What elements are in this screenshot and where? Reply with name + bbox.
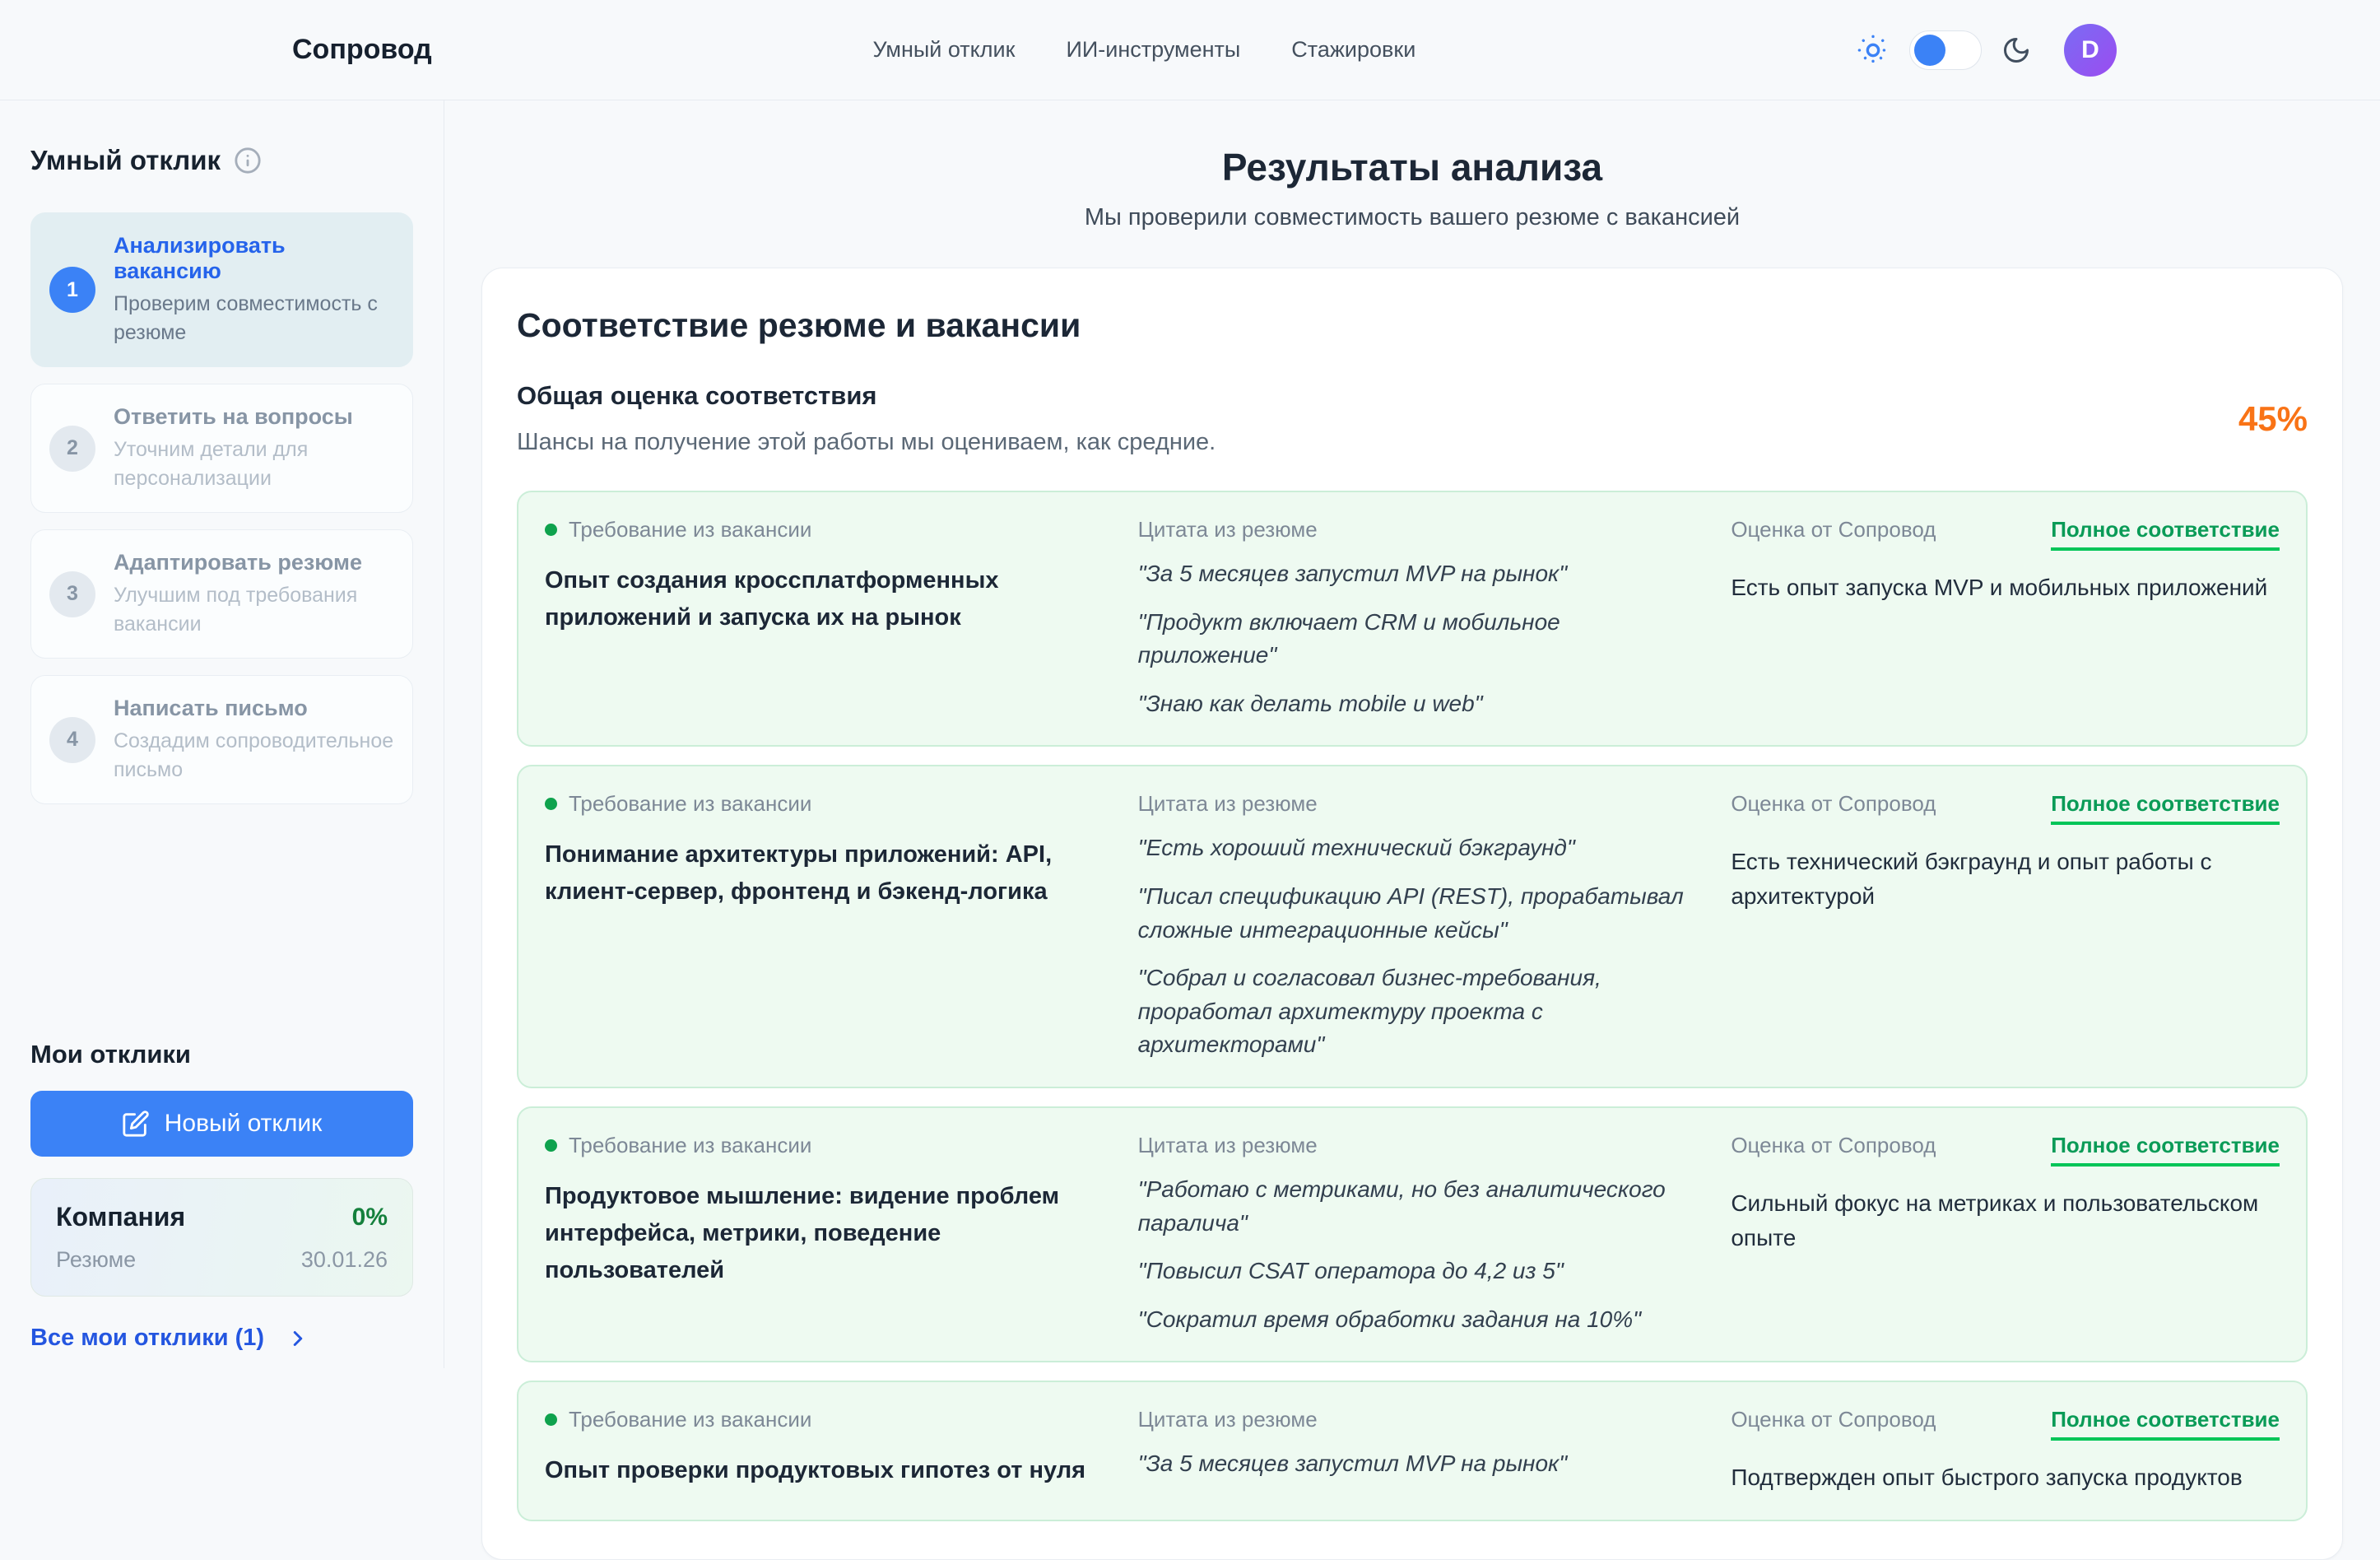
requirement-label: Требование из вакансии: [569, 1132, 812, 1157]
step-number-badge: 2: [49, 426, 95, 472]
step-title: Адаптировать резюме: [114, 550, 362, 575]
green-dot-icon: [545, 1413, 557, 1426]
resume-quote: "Знаю как делать mobile и web": [1137, 690, 1483, 716]
green-dot-icon: [545, 1139, 557, 1152]
requirement-row: [517, 765, 2308, 1088]
step-number-badge: 4: [49, 717, 95, 763]
assessment-label: Оценка от Сопровод: [1731, 517, 1936, 542]
requirement-row: [517, 1381, 2308, 1521]
response-percent: 0%: [351, 1203, 388, 1231]
sidebar: [0, 100, 444, 1368]
step-title: Анализировать вакансию: [114, 233, 286, 283]
assessment-text: Есть опыт запуска MVP и мобильных приложений: [1731, 575, 2268, 600]
step-number-badge: 1: [49, 267, 95, 313]
nav-item-smart-response[interactable]: Умный отклик: [872, 37, 1016, 62]
new-response-button[interactable]: [30, 1091, 413, 1157]
all-responses-link[interactable]: Все мои отклики (1): [30, 1325, 265, 1351]
match-badge: Полное соответствие: [2051, 517, 2280, 551]
resume-quote: "За 5 месяцев запустил MVP на рынок": [1137, 561, 1568, 586]
step-item-analyze-vacancy[interactable]: [30, 212, 413, 367]
response-card[interactable]: [30, 1178, 413, 1297]
requirement-col: [545, 1133, 1094, 1336]
step-list: [30, 212, 413, 804]
info-icon[interactable]: [234, 147, 262, 175]
match-result-card: [481, 268, 2343, 1560]
chevron-right-icon: [286, 1326, 310, 1351]
main-nav: [432, 37, 1857, 63]
green-dot-icon: [545, 798, 557, 810]
step-item-answer-questions[interactable]: [30, 384, 413, 513]
theme-toggle-knob: [1914, 35, 1945, 66]
overall-score-heading: Общая оценка соответствия: [517, 381, 877, 410]
quote-col: [1138, 1133, 1687, 1336]
step-subtitle: Проверим совместимость с резюме: [114, 292, 378, 344]
nav-item-internships[interactable]: Стажировки: [1291, 37, 1416, 62]
resume-quote: "Собрал и согласовал бизнес-требования, проработал архитектуру проекта с архитекторами": [1137, 965, 1601, 1058]
quote-col: [1138, 517, 1687, 720]
assessment-label: Оценка от Сопровод: [1731, 791, 1936, 817]
app-logo[interactable]: Сопровод: [292, 34, 432, 65]
assessment-label: Оценка от Сопровод: [1731, 1407, 1936, 1432]
requirement-row: [517, 1106, 2308, 1362]
response-company: Компания: [56, 1202, 186, 1232]
theme-toggle[interactable]: [1909, 30, 1982, 70]
match-card-title: Соответствие резюме и вакансии: [517, 306, 1081, 344]
assessment-text: Есть технический бэкграунд и опыт работы с архитектурой: [1731, 849, 2212, 910]
page-title: Результаты анализа: [1221, 146, 1603, 189]
overall-score-value: 45%: [2238, 398, 2308, 438]
requirement-text: Опыт проверки продуктовых гипотез от нуля: [545, 1457, 1086, 1484]
match-badge: Полное соответствие: [2051, 1133, 2280, 1167]
requirement-label: Требование из вакансии: [569, 1407, 812, 1432]
requirement-text: Опыт создания кроссплатформенных приложений и запуска их на рынок: [545, 567, 999, 631]
my-responses-title: Мои отклики: [30, 1040, 191, 1069]
step-title: Ответить на вопросы: [114, 404, 353, 429]
assessment-col: [1731, 1407, 2280, 1495]
resume-quote: "За 5 месяцев запустил MVP на рынок": [1137, 1451, 1568, 1477]
assessment-col: [1731, 1133, 2280, 1336]
page-subtitle: Мы проверили совместимость вашего резюме с вакансией: [1084, 204, 1741, 231]
green-dot-icon: [545, 524, 557, 536]
assessment-col: [1731, 517, 2280, 720]
resume-quote: "Повысил CSAT оператора до 4,2 из 5": [1137, 1258, 1564, 1284]
match-badge: Полное соответствие: [2051, 1407, 2280, 1441]
requirement-rows: [517, 491, 2308, 1521]
assessment-label: Оценка от Сопровод: [1731, 1132, 1936, 1157]
requirement-col: [545, 791, 1094, 1062]
requirement-col: [545, 1407, 1094, 1495]
quote-col: [1138, 791, 1687, 1062]
nav-item-ai-tools[interactable]: ИИ-инструменты: [1066, 37, 1241, 62]
main-content: [444, 100, 2380, 1491]
user-avatar[interactable]: D: [2064, 24, 2117, 77]
resume-quote: "Есть хороший технический бэкграунд": [1137, 835, 1575, 861]
requirement-text: Понимание архитектуры приложений: API, клиент-сервер, фронтенд и бэкенд-логика: [545, 841, 1053, 906]
resume-quote: "Сократил время обработки задания на 10%": [1137, 1306, 1642, 1332]
step-subtitle: Создадим сопроводительное письмо: [114, 729, 394, 781]
requirement-col: [545, 517, 1094, 720]
requirement-row: [517, 491, 2308, 747]
resume-quote: "Писал спецификацию API (REST), прорабатывал сложные интеграционные кейсы": [1137, 882, 1684, 943]
quote-label: Цитата из резюме: [1137, 791, 1318, 817]
overall-score-note: Шансы на получение этой работы мы оцениваем, как средние.: [517, 429, 1216, 455]
response-doc: Резюме: [56, 1247, 137, 1272]
app-header: [0, 0, 2380, 100]
quote-label: Цитата из резюме: [1137, 517, 1318, 542]
response-date: 30.01.26: [300, 1247, 388, 1272]
moon-icon: [2001, 35, 2031, 65]
sidebar-title: Умный отклик: [30, 145, 221, 175]
assessment-col: [1731, 791, 2280, 1062]
header-controls: [1857, 24, 2117, 77]
resume-quote: "Продукт включает CRM и мобильное приложение": [1137, 608, 1560, 668]
step-number-badge: 3: [49, 571, 95, 617]
sun-icon: [1857, 34, 1890, 67]
assessment-text: Подтвержден опыт быстрого запуска продуктов: [1731, 1465, 2243, 1491]
requirement-text: Продуктовое мышление: видение проблем интерфейса, метрики, поведение пользователей: [545, 1182, 1060, 1283]
edit-icon: [122, 1110, 150, 1138]
step-item-adapt-resume[interactable]: [30, 529, 413, 659]
quote-label: Цитата из резюме: [1137, 1132, 1318, 1157]
requirement-label: Требование из вакансии: [569, 791, 812, 817]
step-title: Написать письмо: [114, 696, 308, 720]
all-responses-link-row: [30, 1325, 413, 1352]
new-response-button-label: Новый отклик: [164, 1110, 323, 1137]
sidebar-spacer: [30, 804, 413, 1040]
match-badge: Полное соответствие: [2051, 791, 2280, 825]
step-item-write-letter[interactable]: [30, 675, 413, 804]
requirement-label: Требование из вакансии: [569, 517, 812, 542]
quote-col: [1138, 1407, 1687, 1495]
assessment-text: Сильный фокус на метриках и пользовательском опыте: [1731, 1190, 2259, 1250]
quote-label: Цитата из резюме: [1137, 1407, 1318, 1432]
step-subtitle: Улучшим под требования вакансии: [114, 584, 358, 636]
resume-quote: "Работаю с метриками, но без аналитического паралича": [1137, 1176, 1666, 1236]
step-subtitle: Уточним детали для персонализации: [114, 438, 309, 490]
